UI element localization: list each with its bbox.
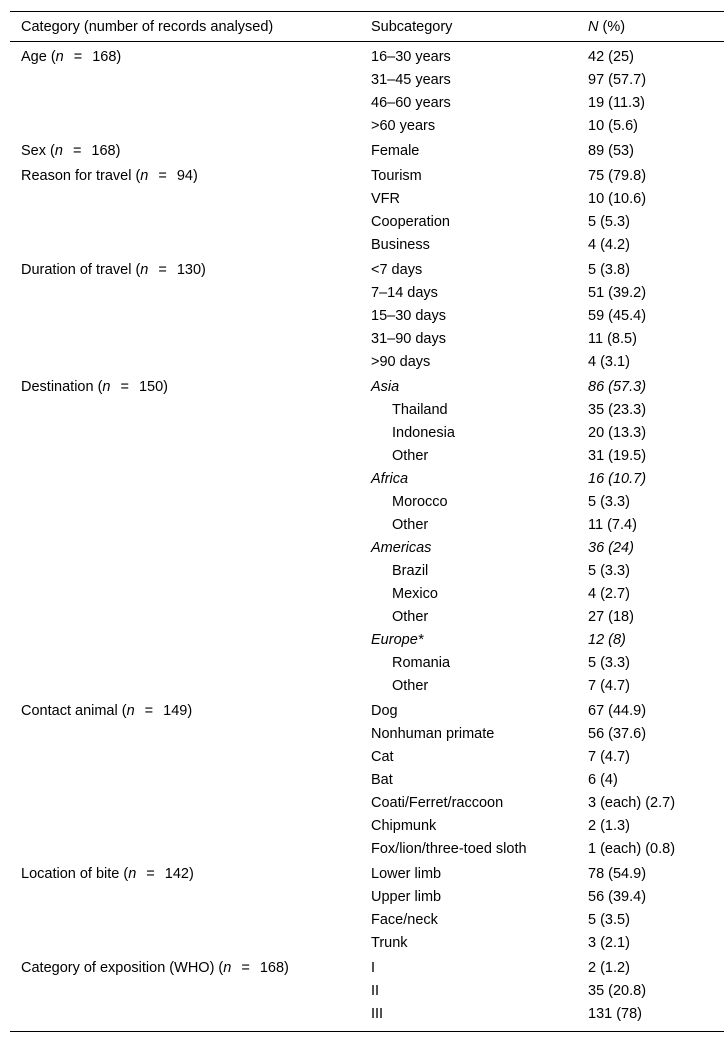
table-group — [10, 165, 724, 257]
subcategory-cell: Face/neck — [371, 912, 438, 928]
subcategory-cell: Europe* — [371, 632, 424, 648]
table-row — [360, 652, 724, 675]
category-cell: Contact animal (n = 149) — [21, 703, 193, 719]
subcategory-cell: 46–60 years — [371, 95, 451, 111]
table-group — [10, 259, 724, 374]
category-count: 150 — [138, 379, 164, 395]
subcategory-cell: 31–45 years — [371, 72, 451, 88]
table-row — [360, 468, 724, 491]
category-label: Destination — [21, 379, 94, 395]
category-cell: Duration of travel (n = 130) — [21, 262, 206, 278]
table-row — [360, 491, 724, 514]
subcategory-cell: Dog — [371, 703, 398, 719]
n-symbol: n — [140, 262, 149, 278]
table-body — [10, 42, 724, 1031]
value-cell: 56 (37.6) — [588, 726, 647, 742]
category-cell: Category of exposition (WHO) (n = 168) — [21, 960, 289, 976]
category-label: Duration of travel — [21, 262, 132, 278]
subcategory-cell: Other — [392, 517, 429, 533]
subcategory-cell: >60 years — [371, 118, 436, 134]
value-cell: 5 (3.5) — [588, 912, 630, 928]
table-row — [360, 211, 724, 234]
subcategory-cell: Cooperation — [371, 214, 450, 230]
subcategory-cell: Bat — [371, 772, 393, 788]
table-row — [360, 815, 724, 838]
category-cell: Reason for travel (n = 94) — [21, 168, 198, 184]
subcategory-cell: 16–30 years — [371, 49, 451, 65]
table-row — [360, 259, 724, 282]
bottom-rule — [10, 1031, 724, 1032]
value-cell: 2 (1.3) — [588, 818, 630, 834]
subcategory-cell: Trunk — [371, 935, 408, 951]
table-row — [360, 305, 724, 328]
subcategory-cell: Female — [371, 143, 420, 159]
value-cell: 51 (39.2) — [588, 285, 647, 301]
category-count: 168 — [259, 960, 285, 976]
value-cell: 20 (13.3) — [588, 425, 647, 441]
table-row — [360, 980, 724, 1003]
value-cell: 4 (2.7) — [588, 586, 630, 602]
table-row — [360, 165, 724, 188]
value-cell: 19 (11.3) — [588, 95, 645, 111]
n-symbol: n — [128, 866, 137, 882]
value-cell: 5 (3.3) — [588, 563, 630, 579]
subcategory-rows — [360, 376, 724, 698]
table-row — [360, 792, 724, 815]
table-row — [360, 583, 724, 606]
value-cell: 1 (each) (0.8) — [588, 841, 676, 857]
subcategory-cell: Africa — [371, 471, 409, 487]
category-label: Reason for travel — [21, 168, 132, 184]
n-symbol: n — [102, 379, 111, 395]
value-cell: 7 (4.7) — [588, 749, 630, 765]
value-cell: 89 (53) — [588, 143, 634, 159]
subcategory-cell: Cat — [371, 749, 394, 765]
subcategory-cell: Mexico — [392, 586, 438, 602]
value-cell: 56 (39.4) — [588, 889, 647, 905]
subcategory-cell: Morocco — [392, 494, 448, 510]
subcategory-rows — [360, 165, 724, 257]
equals-sign: = — [241, 960, 250, 976]
category-label: Age — [21, 49, 47, 65]
category-cell: Sex (n = 168) — [21, 143, 121, 159]
table-row — [360, 328, 724, 351]
value-cell: 27 (18) — [588, 609, 634, 625]
subcategory-cell: Other — [392, 448, 429, 464]
n-symbol: n — [126, 703, 135, 719]
value-cell: 78 (54.9) — [588, 866, 647, 882]
table-group — [10, 140, 724, 163]
category-count: 168 — [92, 49, 117, 65]
table-row — [360, 932, 724, 955]
table-row — [360, 115, 724, 138]
value-cell: 5 (3.3) — [588, 494, 630, 510]
equals-sign: = — [146, 866, 155, 882]
subcategory-cell: VFR — [371, 191, 400, 207]
subcategory-cell: Other — [392, 609, 429, 625]
subcategory-cell: Brazil — [392, 563, 429, 579]
value-cell: 67 (44.9) — [588, 703, 647, 719]
table-row — [360, 700, 724, 723]
equals-sign: = — [120, 379, 129, 395]
value-cell: 5 (5.3) — [588, 214, 630, 230]
category-count: 142 — [164, 866, 189, 882]
value-cell: 3 (each) (2.7) — [588, 795, 676, 811]
value-cell: 59 (45.4) — [588, 308, 647, 324]
n-symbol: n — [223, 960, 232, 976]
subcategory-cell: Thailand — [392, 402, 448, 418]
value-cell: 11 (8.5) — [588, 331, 637, 347]
category-cell: Age (n = 168) — [21, 49, 122, 65]
value-cell: 36 (24) — [588, 540, 634, 556]
value-cell: 10 (5.6) — [588, 118, 638, 134]
value-cell: 6 (4) — [588, 772, 618, 788]
table-row — [360, 957, 724, 980]
category-cell: Location of bite (n = 142) — [21, 866, 194, 882]
subcategory-cell: >90 days — [371, 354, 431, 370]
subcategory-rows — [360, 957, 724, 1026]
subcategory-cell: Asia — [371, 379, 400, 395]
category-count: 168 — [91, 143, 116, 159]
table-group — [10, 376, 724, 698]
value-cell: 10 (10.6) — [588, 191, 647, 207]
table-row — [360, 629, 724, 652]
value-cell: 86 (57.3) — [588, 379, 647, 395]
table-row — [360, 675, 724, 698]
category-label: Sex — [21, 143, 46, 159]
subcategory-cell: Indonesia — [392, 425, 455, 441]
table-row — [360, 351, 724, 374]
table-group — [10, 863, 724, 955]
table-row — [360, 723, 724, 746]
subcategory-cell: Fox/lion/three-toed sloth — [371, 841, 527, 857]
table-row — [360, 909, 724, 932]
subcategory-rows — [360, 259, 724, 374]
subcategory-rows — [360, 140, 724, 163]
value-cell: 42 (25) — [588, 49, 634, 65]
value-cell: 75 (79.8) — [588, 168, 647, 184]
value-cell: 97 (57.7) — [588, 72, 647, 88]
subcategory-cell: 7–14 days — [371, 285, 438, 301]
data-table — [10, 11, 724, 1032]
table-row — [360, 838, 724, 861]
value-cell: 131 (78) — [588, 1006, 643, 1022]
header-n-rest: (%) — [598, 18, 626, 35]
table-row — [360, 769, 724, 792]
subcategory-cell: I — [371, 960, 376, 976]
category-label: Location of bite — [21, 866, 120, 882]
header-subcategory: Subcategory — [371, 18, 453, 35]
value-cell: 3 (2.1) — [588, 935, 630, 951]
value-cell: 31 (19.5) — [588, 448, 647, 464]
equals-sign: = — [144, 703, 154, 719]
table-row — [360, 514, 724, 537]
table-row — [360, 445, 724, 468]
n-symbol: n — [54, 143, 63, 159]
value-cell: 7 (4.7) — [588, 678, 630, 694]
table-row — [360, 69, 724, 92]
category-count: 130 — [176, 262, 202, 278]
subcategory-cell: 31–90 days — [371, 331, 446, 347]
subcategory-cell: Americas — [371, 540, 432, 556]
equals-sign: = — [73, 49, 83, 65]
equals-sign: = — [158, 262, 167, 278]
subcategory-cell: Upper limb — [371, 889, 442, 905]
value-cell: 16 (10.7) — [588, 471, 647, 487]
table-group — [10, 957, 724, 1026]
table-row — [360, 399, 724, 422]
table-row — [360, 46, 724, 69]
value-cell: 5 (3.3) — [588, 655, 630, 671]
header-category: Category (number of records analysed) — [21, 18, 274, 35]
n-symbol: n — [140, 168, 149, 184]
value-cell: 5 (3.8) — [588, 262, 630, 278]
subcategory-rows — [360, 46, 724, 138]
category-count: 94 — [176, 168, 193, 184]
value-cell: 35 (23.3) — [588, 402, 647, 418]
subcategory-cell: Lower limb — [371, 866, 442, 882]
table-row — [360, 92, 724, 115]
table-row — [360, 560, 724, 583]
table-row — [360, 140, 724, 163]
table-row — [360, 1003, 724, 1026]
table-row — [360, 863, 724, 886]
value-cell: 4 (4.2) — [588, 237, 630, 253]
table-row — [360, 886, 724, 909]
header-n-italic: N — [588, 18, 599, 35]
table-row — [360, 537, 724, 560]
table-row — [360, 188, 724, 211]
equals-sign: = — [158, 168, 167, 184]
table-group — [10, 46, 724, 138]
subcategory-cell: Nonhuman primate — [371, 726, 495, 742]
subcategory-cell: <7 days — [371, 262, 423, 278]
subcategory-rows — [360, 700, 724, 861]
category-count: 149 — [163, 703, 188, 719]
value-cell: 12 (8) — [588, 632, 626, 648]
table-header — [10, 12, 724, 41]
n-symbol: n — [55, 49, 64, 65]
subcategory-cell: III — [371, 1006, 384, 1022]
subcategory-cell: Tourism — [371, 168, 422, 184]
value-cell: 35 (20.8) — [588, 983, 647, 999]
category-cell: Destination (n = 150) — [21, 379, 168, 395]
table-row — [360, 234, 724, 257]
table-row — [360, 606, 724, 629]
value-cell: 4 (3.1) — [588, 354, 630, 370]
category-label: Category of exposition (WHO) — [21, 960, 215, 976]
subcategory-rows — [360, 863, 724, 955]
subcategory-cell: 15–30 days — [371, 308, 446, 324]
equals-sign: = — [72, 143, 82, 159]
subcategory-cell: Other — [392, 678, 429, 694]
subcategory-cell: II — [371, 983, 380, 999]
table-row — [360, 376, 724, 399]
table-row — [360, 746, 724, 769]
table-row — [360, 422, 724, 445]
table-group — [10, 700, 724, 861]
subcategory-cell: Romania — [392, 655, 451, 671]
value-cell: 2 (1.2) — [588, 960, 630, 976]
table-row — [360, 282, 724, 305]
value-cell: 11 (7.4) — [588, 517, 637, 533]
subcategory-cell: Chipmunk — [371, 818, 437, 834]
subcategory-cell: Coati/Ferret/raccoon — [371, 795, 504, 811]
category-label: Contact animal — [21, 703, 118, 719]
subcategory-cell: Business — [371, 237, 430, 253]
header-n-percent — [577, 19, 724, 35]
